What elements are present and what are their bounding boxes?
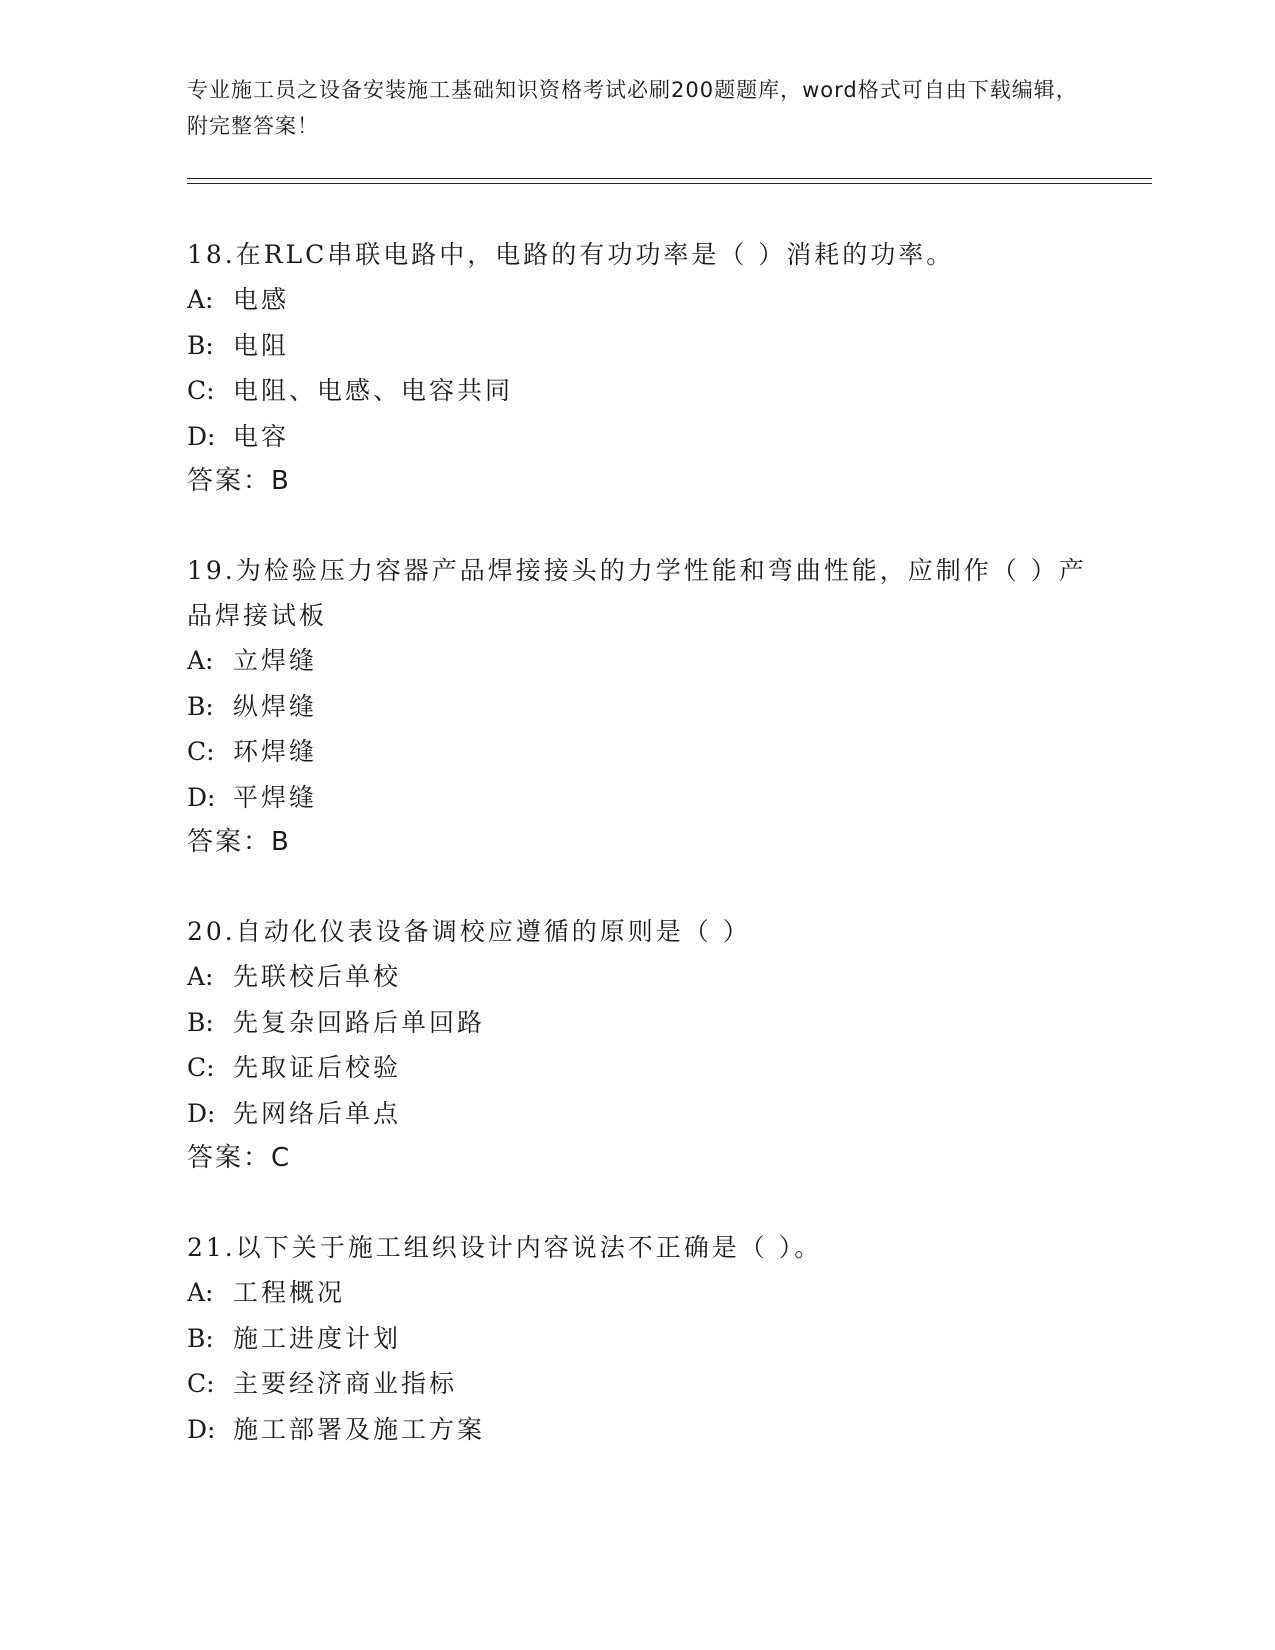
spacer — [187, 865, 1087, 909]
option-a — [187, 638, 1087, 684]
question-18 — [187, 232, 1087, 504]
question-list — [187, 232, 1087, 1452]
question-stem: 20.自动化仪表设备调校应遵循的原则是（ ） — [187, 917, 751, 946]
option-text: 电阻 — [233, 330, 290, 360]
option-a — [187, 1270, 1087, 1316]
option-b — [187, 1000, 1087, 1046]
option-letter: C: — [187, 737, 215, 766]
option-d — [187, 775, 1087, 821]
option-text: 工程概况 — [233, 1278, 346, 1307]
option-text: 电阻、电感、电容共同 — [233, 376, 514, 405]
question-stem: 19.为检验压力容器产品焊接接头的力学性能和弯曲性能，应制作（ ）产品焊接试板 — [187, 556, 1087, 630]
question-20 — [187, 909, 1087, 1181]
option-b — [187, 323, 1087, 369]
option-letter: B: — [187, 1007, 214, 1037]
option-c — [187, 368, 1087, 414]
option-c — [187, 1361, 1087, 1407]
option-text: 环焊缝 — [233, 737, 318, 766]
option-text: 先取证后校验 — [233, 1053, 402, 1082]
option-text: 先网络后单点 — [233, 1098, 402, 1128]
option-letter: A: — [187, 646, 214, 675]
option-text: 纵焊缝 — [233, 691, 318, 721]
question-21 — [187, 1225, 1087, 1452]
question-19 — [187, 548, 1087, 865]
option-text: 先联校后单校 — [233, 962, 402, 991]
answer-line: 答案：B — [187, 466, 291, 496]
option-letter: D: — [187, 782, 216, 812]
option-letter: D: — [187, 1414, 216, 1444]
option-d — [187, 414, 1087, 460]
option-letter: C: — [187, 376, 215, 405]
option-letter: B: — [187, 1323, 214, 1353]
option-c — [187, 1045, 1087, 1091]
document-header: 专业施工员之设备安装施工基础知识资格考试必刷200题题库，word格式可自由下载编辑，附完整答案！ — [187, 78, 1078, 138]
option-text: 施工部署及施工方案 — [233, 1414, 486, 1444]
header-divider-top — [187, 178, 1152, 179]
spacer — [187, 504, 1087, 548]
option-letter: A: — [187, 962, 214, 991]
option-text: 平焊缝 — [233, 782, 318, 812]
option-a — [187, 954, 1087, 1000]
option-text: 先复杂回路后单回路 — [233, 1007, 486, 1037]
option-letter: D: — [187, 421, 216, 451]
option-b — [187, 1316, 1087, 1362]
option-d — [187, 1407, 1087, 1453]
option-d — [187, 1091, 1087, 1137]
header-divider-bottom — [187, 183, 1152, 184]
option-text: 主要经济商业指标 — [233, 1369, 458, 1398]
option-letter: B: — [187, 330, 214, 360]
option-c — [187, 729, 1087, 775]
option-text: 施工进度计划 — [233, 1323, 402, 1353]
answer-line: 答案：B — [187, 827, 291, 857]
option-letter: B: — [187, 691, 214, 721]
option-text: 电容 — [233, 421, 290, 451]
option-letter: A: — [187, 1278, 214, 1307]
option-text: 立焊缝 — [233, 646, 318, 675]
option-letter: D: — [187, 1098, 216, 1128]
spacer — [187, 1181, 1087, 1225]
option-letter: A: — [187, 285, 214, 314]
question-stem: 21.以下关于施工组织设计内容说法不正确是（ ）。 — [187, 1233, 823, 1262]
question-stem: 18.在RLC串联电路中，电路的有功功率是（ ）消耗的功率。 — [187, 240, 955, 269]
option-a — [187, 277, 1087, 323]
option-b — [187, 684, 1087, 730]
option-letter: C: — [187, 1053, 215, 1082]
option-text: 电感 — [233, 285, 290, 314]
answer-line: 答案：C — [187, 1143, 292, 1173]
option-letter: C: — [187, 1369, 215, 1398]
